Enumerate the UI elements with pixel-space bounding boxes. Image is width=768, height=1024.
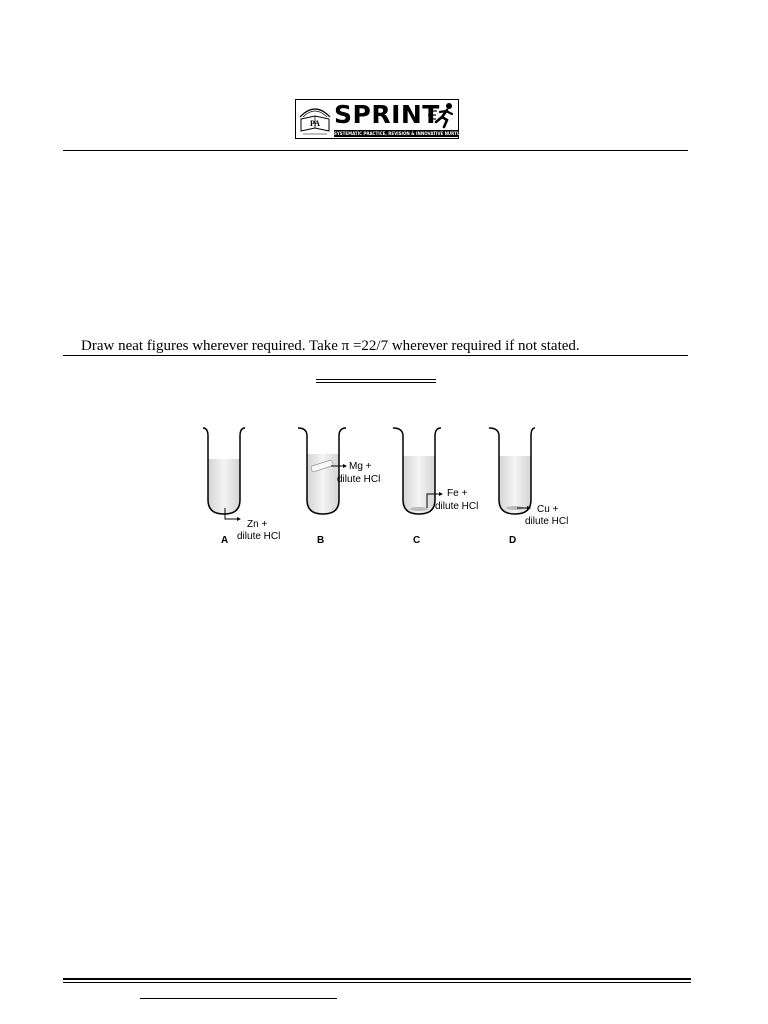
- tube-a-label-1: Zn +: [247, 519, 268, 530]
- footer-rule-bottom: [63, 982, 691, 983]
- tube-c-letter: C: [413, 535, 421, 546]
- tube-a-letter: A: [221, 535, 229, 546]
- sprint-logo: [295, 99, 502, 139]
- general-instruction: Draw neat figures wherever required. Take π =22/7 wherever required if not stated.: [81, 338, 580, 354]
- tube-b-letter: B: [317, 535, 325, 546]
- section-double-rule-top: [316, 379, 436, 380]
- header-rule: [63, 150, 688, 151]
- footnote-rule: [140, 998, 337, 999]
- tube-b: [298, 428, 380, 546]
- test-tubes-figure: [195, 422, 585, 550]
- iron-filings: [410, 507, 428, 511]
- section-double-rule-bottom: [316, 382, 436, 383]
- footer-rule-top: [63, 978, 691, 980]
- logo-tagline: SYSTEMATIC PRACTICE, REVISION & INNOVATIVE NURTURING TECHNIQUES: [334, 131, 502, 136]
- tube-a-label-2: dilute HCl: [237, 531, 281, 542]
- tube-d-letter: D: [509, 535, 517, 546]
- runner-icon: [428, 102, 458, 128]
- tube-d-label-2: dilute HCl: [525, 516, 569, 527]
- tube-b-label-2: dilute HCl: [337, 474, 381, 485]
- tube-c-label-1: Fe +: [447, 488, 468, 499]
- emblem-text: PA: [309, 119, 321, 128]
- tube-a: [203, 428, 280, 546]
- tube-d-label-1: Cu +: [537, 504, 559, 515]
- book-emblem-icon: [297, 101, 333, 137]
- tube-c-label-2: dilute HCl: [435, 501, 479, 512]
- instruction-rule: [63, 355, 688, 356]
- tube-d: [489, 428, 568, 546]
- tube-c: [393, 428, 478, 546]
- logo-word: SPRINT: [334, 100, 440, 129]
- tube-b-label-1: Mg +: [349, 461, 372, 472]
